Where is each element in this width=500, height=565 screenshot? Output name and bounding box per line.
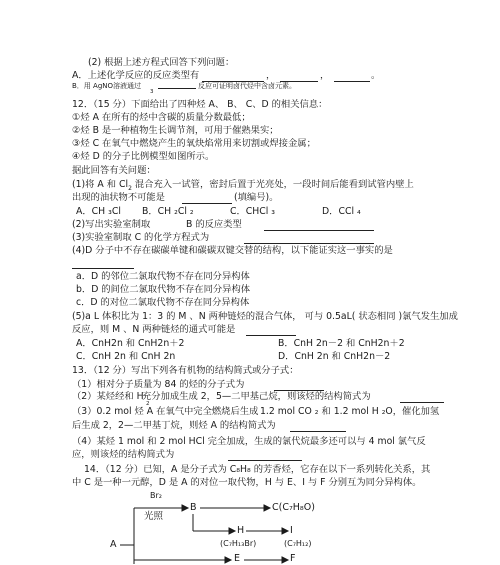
q12-part2-a: (2)写出实验室制取 <box>72 219 151 230</box>
q12-part1-tail: (填编号)。 <box>234 192 279 203</box>
q11-option-b-tail: 反应可证明卤代烃中含卤元素。 <box>198 82 296 90</box>
node-c: C(C₇H₈O) <box>272 502 315 513</box>
q12-part5-line1: (5)a L 体积比为 1：3 的 M 、N 两种链烃的混合气体， 可与 0.5aL( 状态相同 )氯气发生加成 <box>72 311 458 322</box>
q11-option-b-sub: 3 <box>150 89 154 95</box>
q12-part1-sub: 2 <box>128 184 132 192</box>
arrow-a-to-b-head <box>182 505 188 511</box>
q12-part3: (3)实验室制取 C 的化学方程式为 <box>72 232 210 243</box>
q12-part1-option-a[interactable]: A．CH ₃Cl <box>76 206 121 217</box>
q12-part4-option-c[interactable]: c．D 的对位二氯取代物不存在同分异构体 <box>76 297 250 308</box>
q13-part2-a: （2）某烃经和 H <box>72 391 144 402</box>
q12-info-4: ④烃 D 的分子比例模型如图所示。 <box>72 151 215 162</box>
q13-part3-c: 后生成 2，2—二甲基丁烷，则烃 A 的结构简式为 <box>72 420 276 431</box>
q12-part1-option-b[interactable]: B．CH ₂Cl ₂ <box>142 206 194 217</box>
node-b: B <box>190 502 197 513</box>
q12-part5-line2: 反应，则 M 、N 两种链烃的通式可能是 <box>72 324 236 335</box>
q12-part5-option-c[interactable]: C．CnH 2n 和 CnH 2n <box>76 351 176 362</box>
q12-part1-c: 出现的油状物不可能是 <box>72 192 165 203</box>
q11-sep2: ， <box>320 70 330 81</box>
q12-prompt: 据此回答有关问题： <box>72 165 156 176</box>
q14-stem: 14．（12 分）已知，A 是分子式为 C₈H₈ 的芳香烃，它存在以下一系列转化关系，其 <box>84 464 431 475</box>
q12-info-2: ②烃 B 是一种植物生长调节剂，可用于催熟果实； <box>72 125 279 136</box>
node-e: E <box>234 553 241 564</box>
node-i: I <box>290 525 293 536</box>
q13-part1: （1）相对分子质量为 84 的烃的分子式为 <box>72 379 245 390</box>
q12-info-1: ①烃 A 在所有的烃中含碳的质量分数最低； <box>72 112 251 123</box>
condition-light: 光照 <box>144 511 164 522</box>
node-f: F <box>290 553 296 564</box>
q12-part1-a: (1)将 A 和 Cl <box>72 179 129 190</box>
node-a: A <box>110 539 117 550</box>
reagent-br2: Br₂ <box>150 491 162 500</box>
q12-part5-option-d[interactable]: D．CnH 2n 和 CnH2n－2 <box>278 351 391 362</box>
formula-h: (C₇H₁₃Br) <box>220 539 257 548</box>
q13-part3-a: （3）0.2 mol 烃 A 在氧气中完全燃烧后生成 <box>72 406 259 417</box>
q13-part4-a: （4）某烃 1 mol 和 2 mol HCl 完全加成，生成的氯代烷最多还可以与 4 mol 氯气反 <box>72 436 426 447</box>
arrow-h-to-i-head <box>282 528 288 534</box>
q14-line2: 中 C 是一种一元醇，D 是 A 的对位一取代物，H 与 E、I 与 F 分别互为同分异构体。 <box>72 477 422 488</box>
formula-i: (C₇H₁₂) <box>284 539 312 548</box>
q13-part2-b: 充分加成生成 2，5—二甲基己烷，则该烃的结构简式为 <box>142 391 371 402</box>
node-h: H <box>237 525 245 536</box>
arrow-b-to-c-head <box>264 505 270 511</box>
q12-part1-option-d[interactable]: D．CCl ₄ <box>322 206 361 217</box>
q12-part4-option-b[interactable]: b．D 的间位二氯取代物不存在同分异构体 <box>76 284 251 295</box>
arrow-e-to-f-head <box>282 557 288 563</box>
q13-part3-b: 1.2 mol CO ₂ 和 1.2 mol H ₂O，催化加氢 <box>260 406 440 417</box>
q13-part4-b: 应，则该烃的结构简式为 <box>72 449 175 460</box>
q12-part1-b: 混合充入一试管，密封后置于光亮处，一段时间后能看到试管内壁上 <box>134 179 414 190</box>
q13-stem: 13．（12 分）写出下列各有机物的结构简式或分子式： <box>72 365 299 376</box>
q12-info-3: ③烃 C 在氧气中燃烧产生的氧炔焰常用来切割或焊接金属； <box>72 138 316 149</box>
q12-part1-option-c[interactable]: C．CHCl ₃ <box>230 206 276 217</box>
q11-option-b-text: B．用 AgNO <box>72 82 114 90</box>
q12-stem: 12．（15 分）下面给出了四种烃 A、 B、 C、D 的相关信息： <box>72 99 328 110</box>
arrow-a-to-e-head <box>225 557 231 563</box>
arrow-b-to-h-head <box>229 528 235 534</box>
q12-part2-b: B 的反应类型 <box>186 219 242 230</box>
q12-part5-option-b[interactable]: B．CnH 2n－2 和 CnH2n＋2 <box>278 338 405 349</box>
q11-option-b-mid: 溶液通过 <box>113 82 142 90</box>
q11-sub2: (2) 根据上述方程式回答下列问题： <box>88 57 235 68</box>
q13-part2-sub: 2 <box>146 401 150 407</box>
q11-sep1: ， <box>266 70 276 81</box>
q12-part4: (4)D 分子中不存在碳碳单键和碳碳双键交替的结构，以下能证实这一事实的是 <box>72 245 393 256</box>
q12-part5-option-a[interactable]: A．CnH2n 和 CnH2n＋2 <box>76 338 185 349</box>
q12-part4-option-a[interactable]: a．D 的邻位二氯取代物不存在同分异构体 <box>76 271 250 282</box>
q11-end: 。 <box>371 70 381 81</box>
q11-option-a-text: A．上述化学反应的反应类型有 <box>72 70 200 81</box>
